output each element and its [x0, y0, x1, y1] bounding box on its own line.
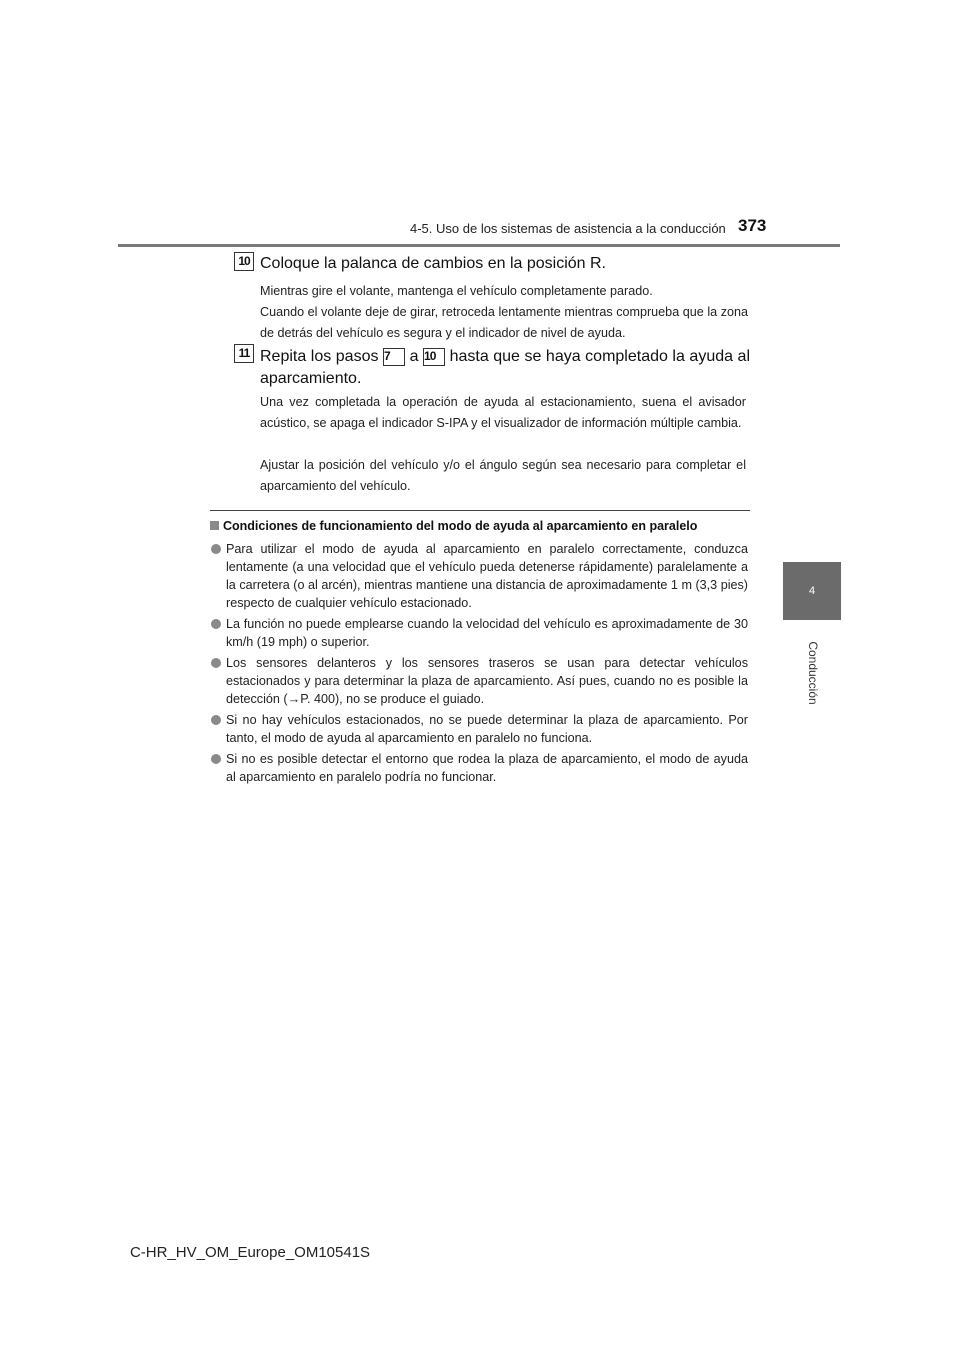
step-badge-11: 11 — [234, 344, 254, 363]
circle-bullet-icon — [211, 754, 221, 764]
section-divider — [210, 510, 750, 511]
document-id: C-HR_HV_OM_Europe_OM10541S — [129, 1244, 371, 1261]
section-heading-text: Condiciones de funcionamiento del modo de ayuda al aparcamiento en paralelo — [223, 519, 698, 533]
step-10-note-1: Mientras gire el volante, mantenga el vehículo completamente parado. — [260, 284, 653, 298]
step-11-title-mid: a — [409, 348, 419, 365]
step-badge-10: 10 — [234, 252, 254, 271]
step-11-title-pre: Repita los pasos — [260, 348, 379, 365]
list-item — [226, 654, 748, 708]
circle-bullet-icon — [211, 715, 221, 725]
step-11-note-1: Una vez completada la operación de ayuda al estacionamiento, suena el avisador acústico, se apaga el indicador S-IPA y el visualizador de información múltiple cambia. — [260, 395, 746, 430]
step-ref-7[interactable]: 7 — [383, 348, 405, 366]
chapter-tab: 4 — [783, 562, 841, 620]
list-item — [226, 750, 748, 786]
list-item-text: Si no hay vehículos estacionados, no se puede determinar la plaza de aparcamiento. Por tanto, el modo de ayuda al aparcamiento en paralelo no funciona. — [226, 713, 748, 745]
step-11-note-2: Ajustar la posición del vehículo y/o el ángulo según sea necesario para completar el aparcamiento del vehículo. — [260, 458, 746, 493]
step-ref-10[interactable]: 10 — [423, 348, 445, 366]
section-heading — [210, 519, 770, 533]
list-item-text: Para utilizar el modo de ayuda al aparcamiento en paralelo correctamente, conduzca lentamente (a una velocidad que el vehículo pueda detenerse rápidamente) paralelamente a la carretera (o al arcén), mientras mantiene una distancia de aproximadamente 1 m (3,3 pies) respecto de cualquier vehículo estacionado. — [226, 542, 748, 610]
square-bullet-icon — [210, 521, 219, 530]
chapter-label: Conducción — [806, 641, 820, 705]
list-item-text: La función no puede emplearse cuando la velocidad del vehículo es aproximadamente de 30 km/h (19 mph) o superior. — [226, 617, 748, 649]
circle-bullet-icon — [211, 619, 221, 629]
step-11-title — [260, 346, 750, 390]
circle-bullet-icon — [211, 544, 221, 554]
running-header-section: 4-5. Uso de los sistemas de asistencia a la conducción — [410, 221, 726, 236]
list-item — [226, 711, 748, 747]
list-item — [226, 540, 748, 612]
page-number: 373 — [738, 216, 767, 235]
step-10-note-2: Cuando el volante deje de girar, retroceda lentamente mientras comprueba que la zona de detrás del vehículo es segura y el indicador de nivel de ayuda. — [260, 305, 748, 340]
step-10-title: Coloque la palanca de cambios en la posición R. — [260, 255, 606, 272]
header-divider — [118, 244, 840, 247]
list-item-text: Si no es posible detectar el entorno que rodea la plaza de aparcamiento, el modo de ayuda al aparcamiento en paralelo podría no funcionar. — [226, 752, 748, 784]
circle-bullet-icon — [211, 658, 221, 668]
step-11-title-post: hasta que se haya completado la ayuda al aparcamiento. — [260, 348, 750, 387]
list-item-text: Los sensores delanteros y los sensores traseros se usan para detectar vehículos estacionados y para determinar la plaza de aparcamiento. Así pues, cuando no es posible la detección (→P. 400), no se produce el guiado. — [226, 656, 748, 706]
list-item — [226, 615, 748, 651]
